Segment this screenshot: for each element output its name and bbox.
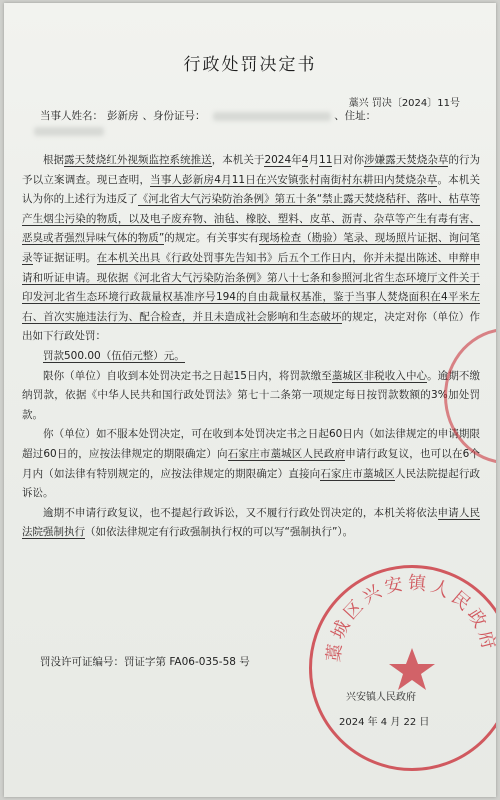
decision-body: [22, 151, 480, 543]
party-id-label: 、身份证号：: [142, 110, 206, 122]
evidence: 现场检查（勘验）笔录、现场照片证据、询问笔录: [22, 232, 481, 264]
court: 石家庄市藁城区: [320, 467, 395, 480]
case-day: 11: [319, 154, 333, 166]
redacted-address-row: [34, 125, 104, 137]
party-line: [40, 108, 376, 123]
payment-bank: 藁城区非税收入中心: [331, 369, 428, 382]
issue-date: 2024 年 4 月 22 日: [339, 717, 430, 728]
issuing-organization: 兴安镇人民政府: [346, 692, 416, 703]
case-year: 2024: [264, 154, 292, 166]
redacted-address: [34, 127, 104, 136]
document-page: [4, 3, 500, 797]
document-title: 行政处罚决定书: [183, 55, 317, 75]
case-month: 4: [301, 154, 309, 166]
paragraph-facts: 根据露天焚烧红外视频监控系统推送，本机关于2024年4月11日对你涉嫌露天焚烧杂草的行为予以立案调查。现已查明，当事人彭新房4月11日在兴安镇张村南街村东耕田内焚烧杂草。本机关认为你的上述行为违反了《河北省大气污染防治条例》第五十条“禁止露天焚烧秸秆、落叶、枯草等产生烟尘污染的物质，以及电子废弃物、油毡、橡胶、塑料、皮革、沥青、杂草等产生有毒有害、恶臭或者强烈异味气体的物质”的规定。有关事实有现场检查（勘验）笔录、现场照片证据、询问笔录等证据证明。在本机关出具《行政处罚事先告知书》后五个工作日内，你并未提出陈述、申辩申请和听证申请。现依据《河北省大气污染防治条例》第八十七条和参照河北省生态环境厅文件关于印发河北省生态环境行政裁量权基准序号194的自由裁量权基准，鉴于当事人焚烧面积在4平米左右、首次实施违法行为、配合检查，并且未造成社会影响和生态破坏的规定，决定对你（单位）作出如下行政处罚：: [22, 154, 481, 343]
penalty-basis: 在本机关出具《行政处罚事先告知书》后五个工作日内，你并未提出陈述、申辩申请和听证申请。现依据《河北省大气污染防治条例》第八十七条和参照河北省生态环境厅文件关于印发河北省生态环境行政裁量权基准序号194的自由裁量权基准，鉴于当事人焚烧面积在4平米左右、首次实施违法行为、配合检查，并且未造成社会影响和生态破坏: [22, 251, 481, 323]
paragraph-appeal: 你（单位）如不服本处罚决定，可在收到本处罚决定书之日起60日内（如法律规定的申请期限超过60日的，应按法律规定的期限确定）向石家庄市藁城区人民政府申请行政复议，也可以在6个月内（如法律有特别规定的，应按法律规定的期限确定）直接向石家庄市藁城区人民法院提起行政诉讼。: [22, 428, 481, 500]
case-subject: 涉嫌露天焚烧杂草: [364, 154, 449, 166]
party-address-label: 、住址：: [334, 110, 377, 122]
case-source: 露天焚烧红外视频监控系统推送: [64, 154, 212, 166]
violated-law: 《河北省大气污染防治条例》第五十条“禁止露天焚烧秸秆、落叶、枯草等产生烟尘污染的物质，以及电子废弃物、油毡、橡胶、塑料、皮革、沥青、杂草等产生有毒有害、恶臭或者强烈异味气体的物质”: [22, 193, 480, 245]
party-name: 彭新房: [107, 110, 139, 122]
paragraph-payment: 限你（单位）自收到本处罚决定书之日起15日内，将罚款缴至藁城区非税收入中心。逾期不缴纳罚款，依据《中华人民共和国行政处罚法》第七十二条第一项规定每日按罚款数额的3%加处罚款。: [22, 369, 481, 421]
official-seal: [309, 565, 500, 771]
license-number: 罚没许可证编号：罚证字第 FA06-035-58 号: [40, 656, 250, 668]
paragraph-enforcement: 逾期不申请行政复议，也不提起行政诉讼，又不履行行政处罚决定的，本机关将依法申请人民法院强制执行（如依法律规定有行政强制执行权的可以写“强制执行”）。: [22, 506, 481, 539]
seal-graphic: [312, 568, 500, 768]
enforcement-method: 申请人民法院强制执行: [22, 506, 481, 539]
paragraph-penalty: [22, 347, 480, 367]
svg-text:藁城区兴安镇人民政府: 藁城区兴安镇人民政府: [323, 572, 500, 664]
penalty-amount: 罚款500.00（伍佰元整）元。: [43, 349, 185, 362]
case-fact: 当事人彭新房4月11日在兴安镇张村南街村东耕田内焚烧杂草: [150, 173, 438, 186]
redacted-id: [213, 112, 331, 121]
document-number: 藁兴 罚决〔2024〕11号: [348, 98, 460, 109]
review-authority: 石家庄市藁城区人民政府: [227, 447, 346, 460]
party-name-label: 当事人姓名：: [40, 110, 103, 122]
